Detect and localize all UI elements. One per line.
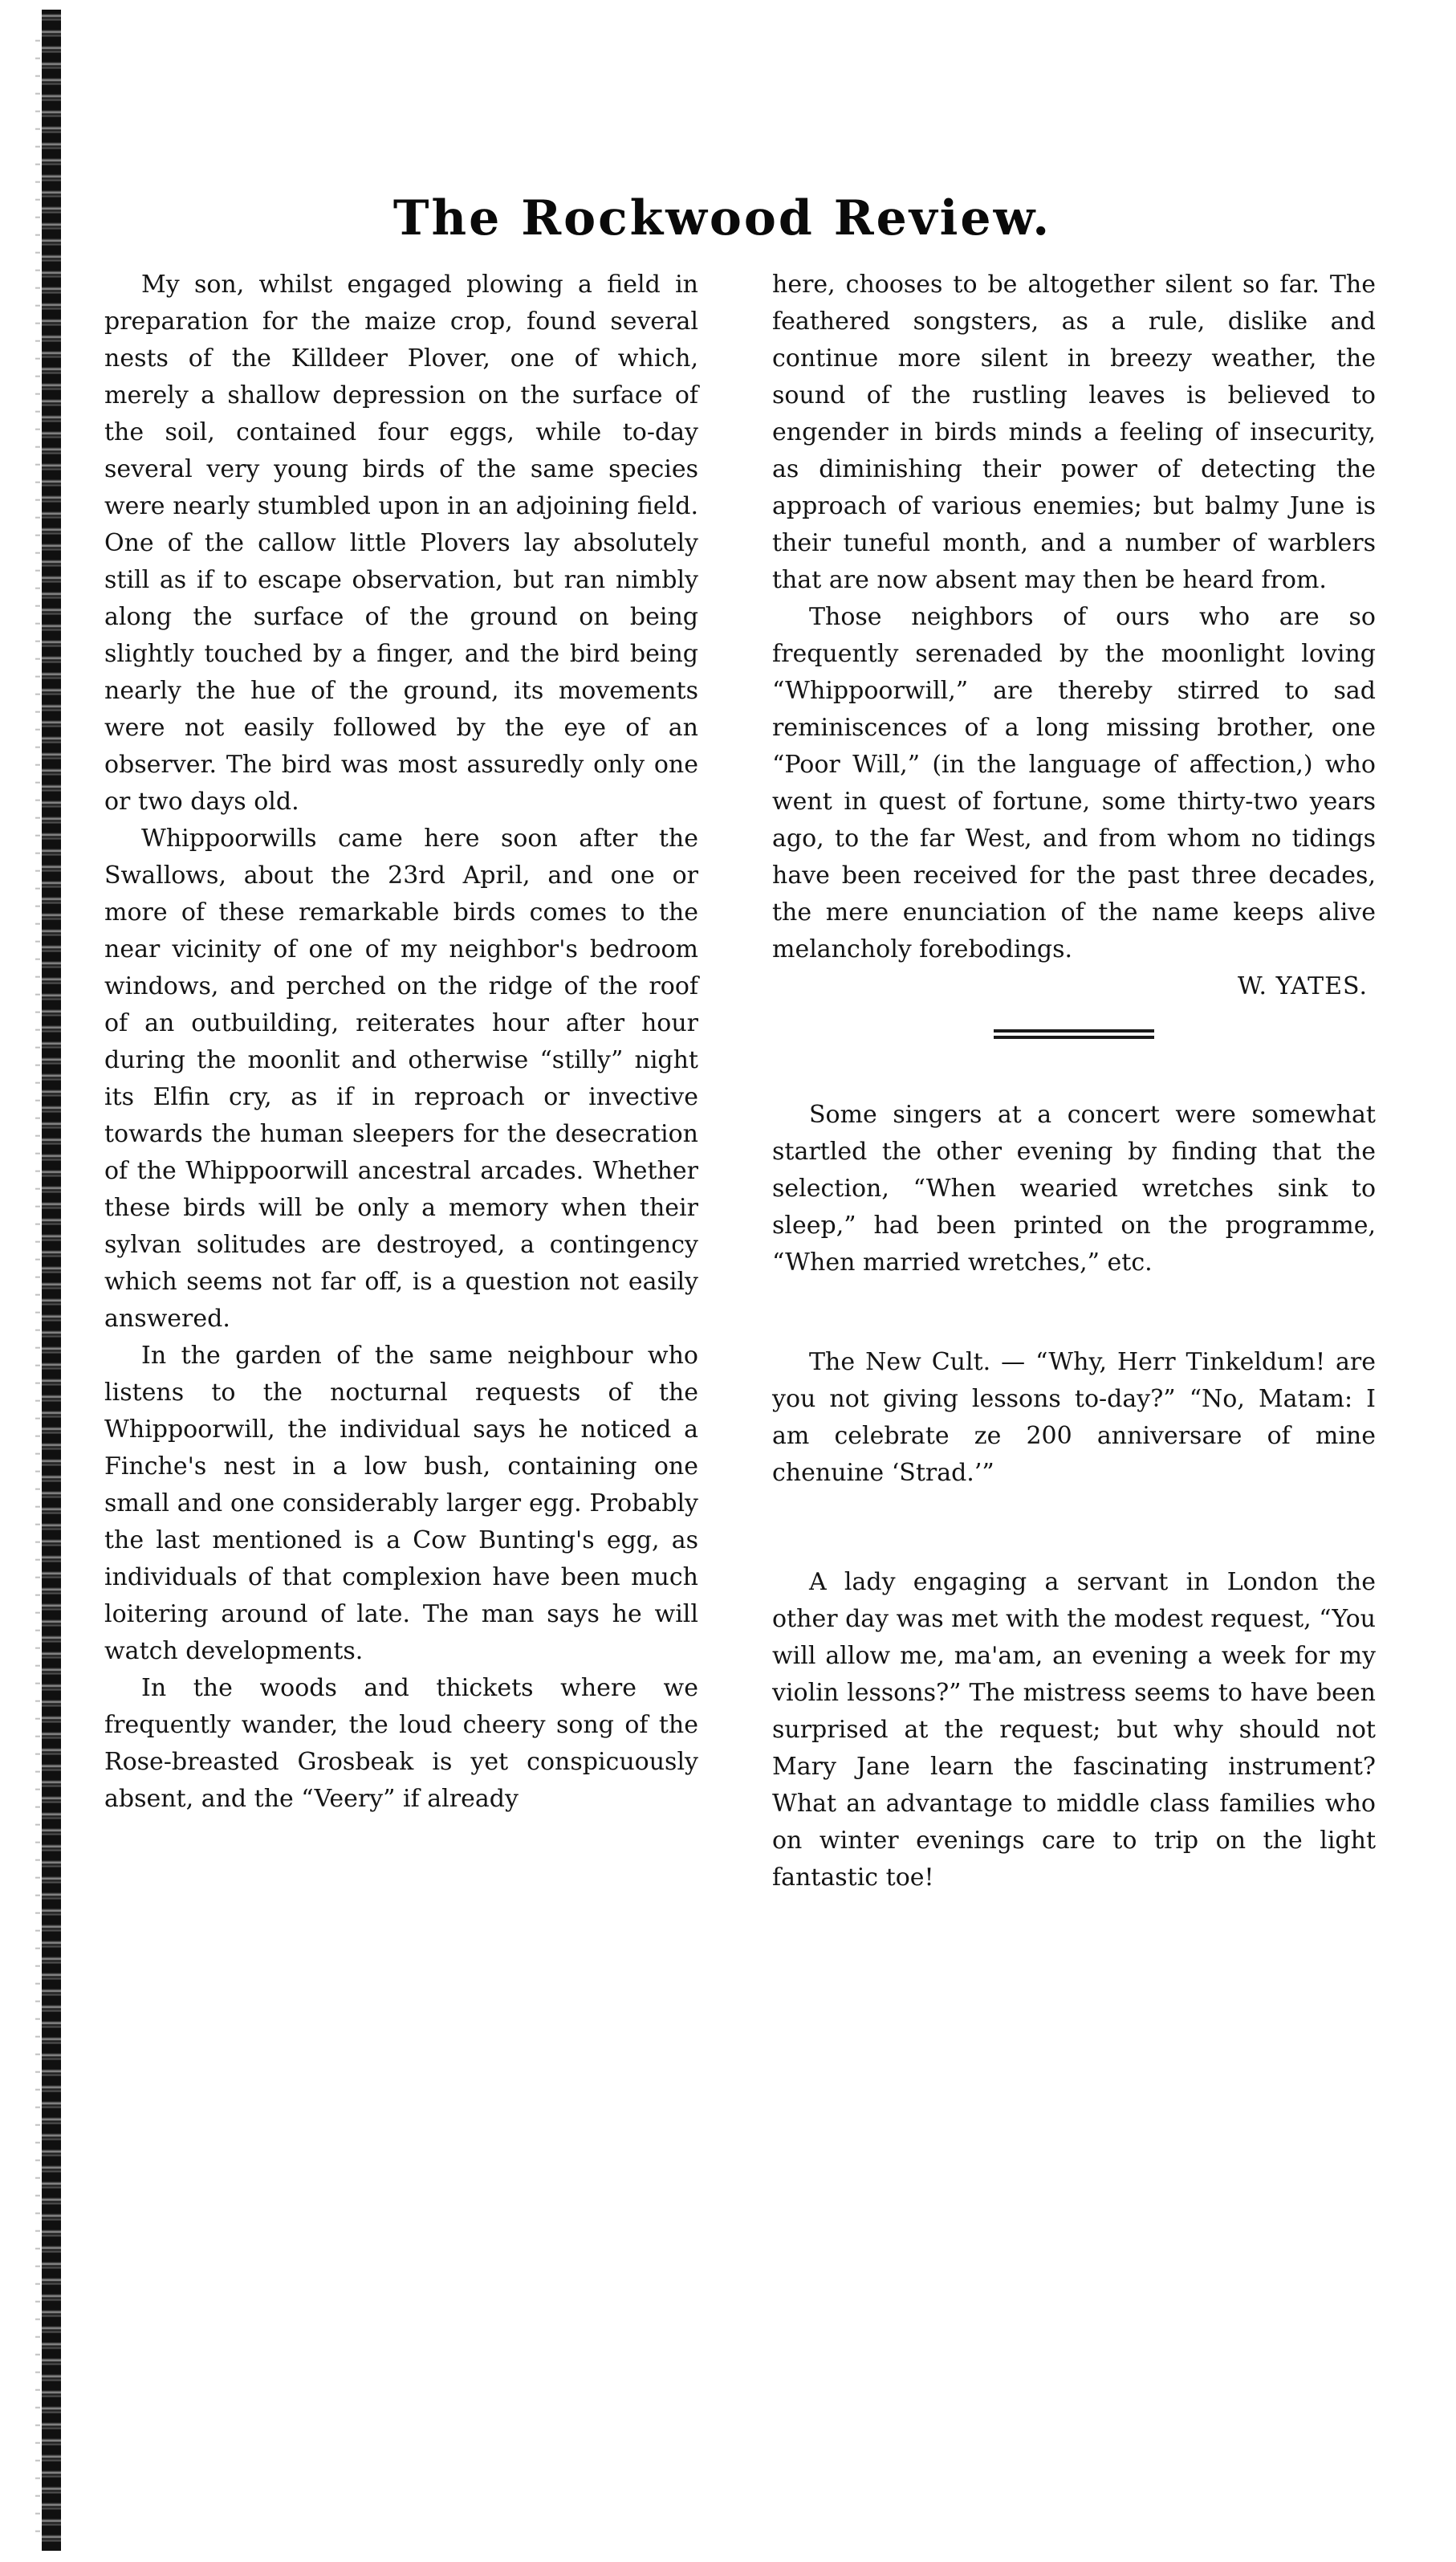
item-lady-servant: A lady engaging a servant in London the other day was met with the modest request, “You will allow me, ma'am, an evening a week for my violin lessons?” The mistress seems to have been surprised at the request; but why should not Mary Jane learn the fascinating instrument? What an advantage to middle class families who on winter evenings care to trip on the light fantastic toe! (772, 1568, 1376, 1892)
right-column (772, 267, 1376, 1896)
binding-spine (42, 10, 61, 2551)
masthead-title: The Rockwood Review. (392, 190, 1052, 246)
paragraph-finch-nest: In the garden of the same neighbour who listens to the nocturnal requests of the Whippoorwill, the individual says he noticed a Finche's nest in a low bush, containing one small and one considerably larger egg. Probably the last mentioned is a Cow Bunting's egg, as individuals of that complexion have been much loitering around of late. The man says he will watch developments. (104, 1342, 698, 1665)
binding-edge (35, 24, 40, 2537)
paragraph-woods: In the woods and thickets where we frequently wander, the loud cheery song of the Rose-breasted Grosbeak is yet conspicuously absent, and the “Veery” if already (104, 1674, 698, 1813)
paragraph-killdeer: My son, whilst engaged plowing a field in preparation for the maize crop, found several nests of the Killdeer Plover, one of which, merely a shallow depression on the surface of the soil, contained four eggs, while to-day several very young birds of the same species were nearly stumbled upon in an adjoining field. One of the callow little Plovers lay absolutely still as if to escape observation, but ran nimbly along the surface of the ground on being slightly touched by a finger, and the bird being nearly the hue of the ground, its movements were not easily followed by the eye of an observer. The bird was most assuredly only one or two days old. (104, 271, 698, 816)
left-column (104, 267, 698, 1818)
section-divider (994, 1029, 1154, 1039)
paragraph-continuation: here, chooses to be altogether silent so far. The feathered songsters, as a rule, dislike and continue more silent in breezy weather, the sound of the rustling leaves is believed to engender in birds minds a feeling of insecurity, as diminishing their power of detecting the approach of various enemies; but balmy June is their tuneful month, and a number of warblers that are now absent may then be heard from. (772, 271, 1376, 594)
item-new-cult: The New Cult. — “Why, Herr Tinkeldum! are you not giving lessons to-day?” “No, Matam: I am celebrate ze 200 anniversare of mine chenuine ‘Strad.’” (772, 1348, 1376, 1487)
item-concert: Some singers at a concert were somewhat startled the other evening by finding that the selection, “When wearied wretches sink to sleep,” had been printed on the programme, “When married wretches,” etc. (772, 1101, 1376, 1277)
paragraph-poor-will: Those neighbors of ours who are so frequently serenaded by the moonlight loving “Whippoorwill,” are thereby stirred to sad reminiscences of a long missing brother, one “Poor Will,” (in the language of affection,) who went in quest of fortune, some thirty-two years ago, to the far West, and from whom no tidings have been received for the past three decades, the mere enunciation of the name keeps alive melancholy forebodings. (772, 603, 1376, 963)
author-signature: W. YATES. (1237, 972, 1368, 1000)
paragraph-whippoorwills: Whippoorwills came here soon after the Swallows, about the 23rd April, and one or more of these remarkable birds comes to the near vicinity of one of my neighbor's bedroom windows, and perched on the ridge of the roof of an outbuilding, reiterates hour after hour during the moonlit and otherwise “stilly” night its Elfin cry, as if in reproach or invective towards the human sleepers for the desecration of the Whippoorwill ancestral arcades. Whether these birds will be only a memory when their sylvan solitudes are destroyed, a contingency which seems not far off, is a question not easily answered. (104, 825, 698, 1333)
